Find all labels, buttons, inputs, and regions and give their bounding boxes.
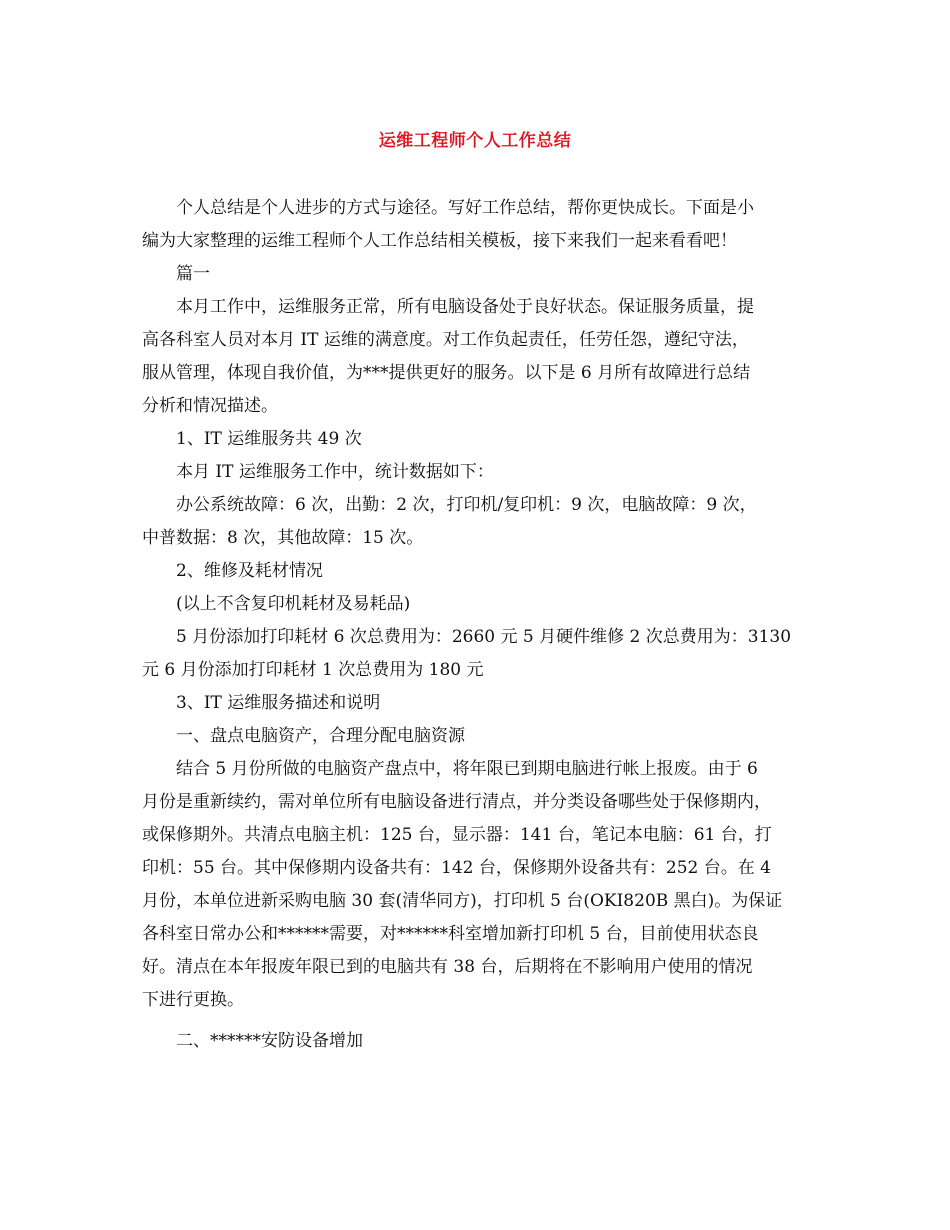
section-heading: 篇一: [176, 264, 210, 284]
document-title: 运维工程师个人工作总结: [378, 131, 572, 151]
paragraph-gap: [142, 1017, 818, 1025]
section-heading: 3、IT 运维服务描述和说明: [176, 693, 381, 713]
section-heading: 二、******安防设备增加: [176, 1031, 363, 1051]
paragraph-line: 印机：55 台。其中保修期内设备共有：142 台，保修期外设备共有：252 台。在 4: [142, 858, 771, 878]
document-body: [142, 192, 818, 1058]
paragraph-line: 编为大家整理的运维工程师个人工作总结相关模板，接下来我们一起来看看吧！: [142, 231, 737, 251]
paragraph-line: 个人总结是个人进步的方式与途径。写好工作总结，帮你更快成长。下面是小: [176, 198, 754, 218]
paragraph-line: 各科室日常办公和******需要，对******科室增加新打印机 5 台，目前使用状态良: [142, 924, 759, 944]
paragraph-line: 元 6 月份添加打印耗材 1 次总费用为 180 元: [142, 660, 484, 680]
paragraph-line: 分析和情况描述。: [142, 396, 278, 416]
paragraph-line: 下进行更换。: [142, 990, 244, 1010]
paragraph-line: 中普数据：8 次，其他故障：15 次。: [142, 528, 424, 548]
paragraph-line: 月份，本单位进新采购电脑 30 套(清华同方)，打印机 5 台(OKI820B 黑白)。为保证: [142, 891, 783, 911]
paragraph-line: 本月 IT 运维服务工作中，统计数据如下：: [176, 462, 494, 482]
paragraph-line: (以上不含复印机耗材及易耗品): [176, 594, 411, 614]
section-heading: 一、盘点电脑资产，合理分配电脑资源: [176, 726, 465, 746]
paragraph-line: 结合 5 月份所做的电脑资产盘点中，将年限已到期电脑进行帐上报废。由于 6: [176, 759, 758, 779]
paragraph-line: 高各科室人员对本月 IT 运维的满意度。对工作负起责任，任劳任怨，遵纪守法，: [142, 330, 749, 350]
section-heading: 1、IT 运维服务共 49 次: [176, 429, 362, 449]
paragraph-line: 月份是重新续约，需对单位所有电脑设备进行清点，并分类设备哪些处于保修期内，: [142, 792, 771, 812]
paragraph-line: 服从管理，体现自我价值，为***提供更好的服务。以下是 6 月所有故障进行总结: [142, 363, 751, 383]
paragraph-line: 办公系统故障：6 次，出勤：2 次，打印机/复印机：9 次，电脑故障：9 次，: [176, 495, 757, 515]
paragraph-line: 5 月份添加打印耗材 6 次总费用为：2660 元 5 月硬件维修 2 次总费用为：3130: [176, 627, 792, 647]
section-heading: 2、维修及耗材情况: [176, 561, 323, 581]
paragraph-line: 好。清点在本年报废年限已到的电脑共有 38 台，后期将在不影响用户使用的情况: [142, 957, 753, 977]
paragraph-line: 或保修期外。共清点电脑主机：125 台，显示器：141 台，笔记本电脑：61 台，打: [142, 825, 772, 845]
paragraph-line: 本月工作中，运维服务正常，所有电脑设备处于良好状态。保证服务质量，提: [176, 297, 754, 317]
